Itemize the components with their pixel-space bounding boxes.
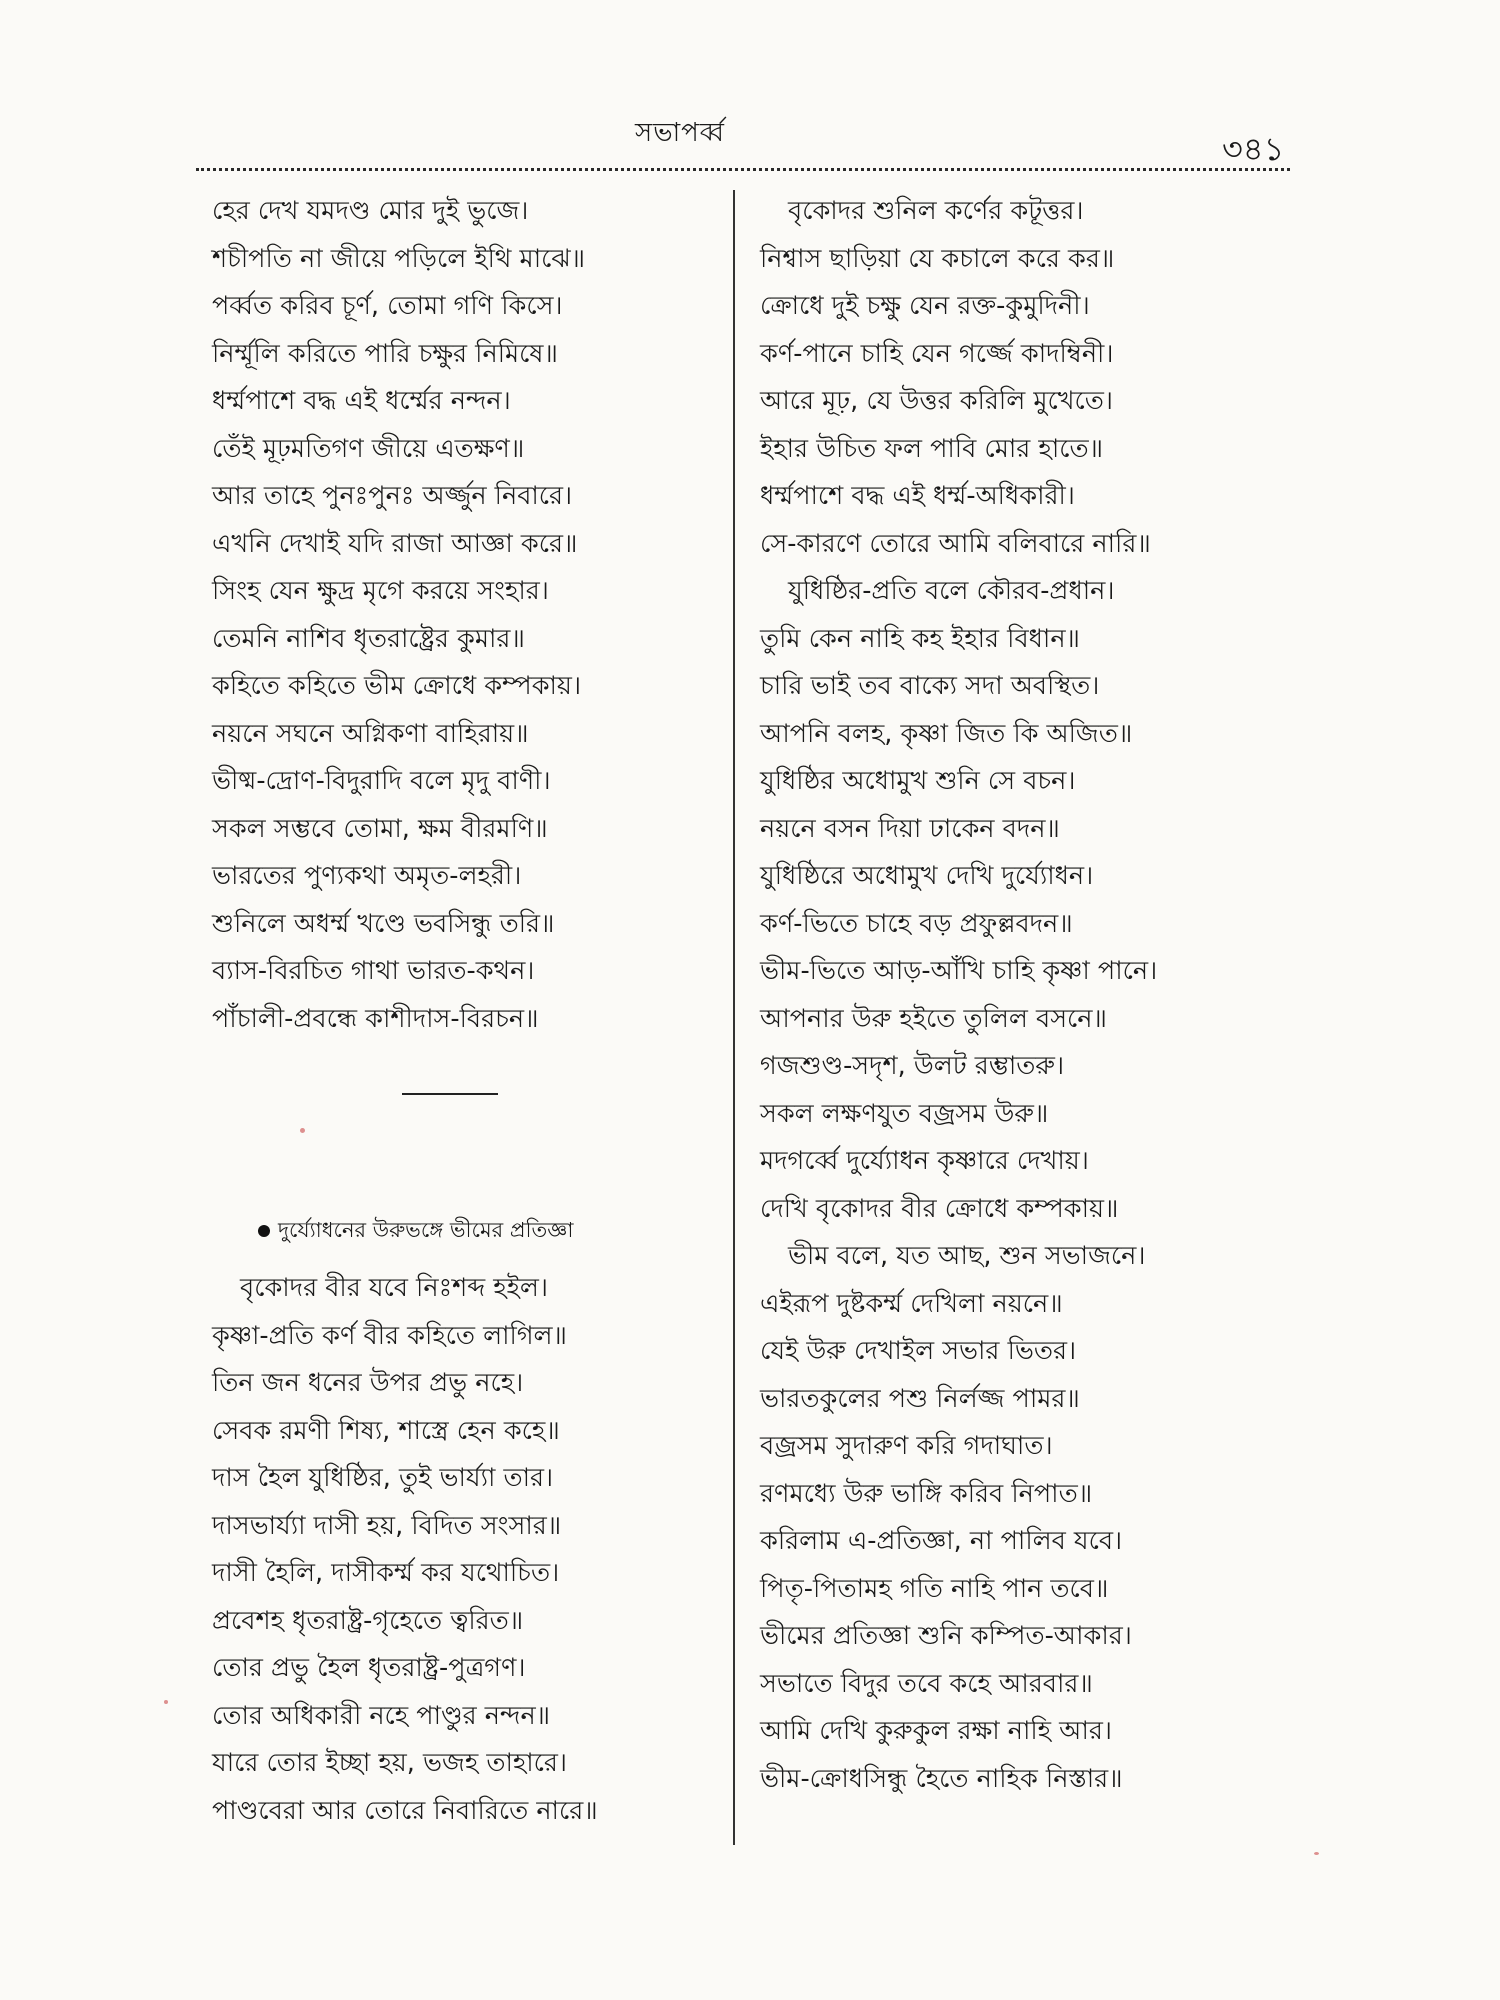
- verse-line: কৃষ্ণা-প্রতি কর্ণ বীর কহিতে লাগিল॥: [212, 1320, 567, 1351]
- ink-speck: [300, 1128, 305, 1133]
- verse-line: চারি ভাই তব বাক্যে সদা অবস্থিত।: [760, 671, 1100, 701]
- verse-line: ক্রোধে দুই চক্ষু যেন রক্ত-কুমুদিনী।: [760, 291, 1090, 321]
- verse-line: ভারতকুলের পশু নির্লজ্জ পামর॥: [760, 1383, 1080, 1414]
- verse-line: নিশ্বাস ছাড়িয়া যে কচালে করে কর॥: [760, 243, 1115, 274]
- verse-line: আরে মূঢ়, যে উত্তর করিলি মুখেতে।: [760, 386, 1113, 416]
- verse-line: ভারতের পুণ্যকথা অমৃত-লহরী।: [212, 861, 522, 891]
- verse-line: করিলাম এ-প্রতিজ্ঞা, না পালিব যবে।: [760, 1526, 1123, 1556]
- verse-line: হের দেখ যমদণ্ড মোর দুই ভুজে।: [212, 196, 529, 226]
- running-title: সভাপর্ব্ব: [635, 118, 725, 148]
- verse-line: তোর অধিকারী নহে পাণ্ডুর নন্দন॥: [212, 1700, 551, 1731]
- verse-line: দাসভার্য্যা দাসী হয়, বিদিত সংসার॥: [212, 1510, 562, 1541]
- verse-line: যুধিষ্ঠির অধোমুখ শুনি সে বচন।: [760, 766, 1076, 796]
- verse-line: ধর্ম্মপাশে বদ্ধ এই ধর্ম্ম-অধিকারী।: [760, 481, 1075, 511]
- verse-line: পর্ব্বত করিব চূর্ণ, তোমা গণি কিসে।: [212, 291, 563, 321]
- verse-line: ভীমের প্রতিজ্ঞা শুনি কম্পিত-আকার।: [760, 1621, 1132, 1651]
- left-verse-column-2: [212, 1265, 722, 1835]
- verse-line: যারে তোর ইচ্ছা হয়, ভজহ তাহারে।: [212, 1748, 568, 1778]
- left-verse-column: [212, 188, 722, 1043]
- ink-speck: [1314, 1852, 1319, 1855]
- verse-line: ভীষ্ম-দ্রোণ-বিদুরাদি বলে মৃদু বাণী।: [212, 766, 551, 796]
- verse-line: কর্ণ-ভিতে চাহে বড় প্রফুল্লবদন॥: [760, 908, 1073, 939]
- verse-line: আমি দেখি কুরুকুল রক্ষা নাহি আর।: [760, 1716, 1113, 1746]
- verse-line: ভীম-ক্রোধসিন্ধু হৈতে নাহিক নিস্তার॥: [760, 1763, 1123, 1794]
- verse-line: সকল লক্ষণযুত বজ্রসম উরু॥: [760, 1098, 1049, 1129]
- verse-line: এখনি দেখাই যদি রাজা আজ্ঞা করে॥: [212, 528, 578, 559]
- column-divider: [733, 190, 735, 1845]
- verse-line: সভাতে বিদুর তবে কহে আরবার॥: [760, 1668, 1093, 1699]
- verse-line: সে-কারণে তোরে আমি বলিবারে নারি॥: [760, 528, 1151, 559]
- verse-line: বজ্রসম সুদারুণ করি গদাঘাত।: [760, 1431, 1053, 1461]
- verse-line: মদগর্ব্বে দুর্য্যোধন কৃষ্ণারে দেখায়।: [760, 1146, 1089, 1176]
- bullet-icon: [258, 1225, 270, 1237]
- verse-line: আপনি বলহ, কৃষ্ণা জিত কি অজিত॥: [760, 718, 1133, 749]
- verse-line: এইরূপ দুষ্টকর্ম্ম দেখিলা নয়নে॥: [760, 1288, 1063, 1319]
- verse-line: আর তাহে পুনঃপুনঃ অর্জ্জুন নিবারে।: [212, 481, 573, 511]
- verse-line: পাঁচালী-প্রবন্ধে কাশীদাস-বিরচন॥: [212, 1003, 539, 1034]
- verse-line: যুধিষ্ঠির-প্রতি বলে কৌরব-প্রধান।: [788, 576, 1115, 606]
- section-heading: [258, 1210, 573, 1250]
- verse-line: তোর প্রভু হৈল ধৃতরাষ্ট্র-পুত্রগণ।: [212, 1653, 526, 1683]
- verse-line: সেবক রমণী শিষ্য, শাস্ত্রে হেন কহে॥: [212, 1415, 560, 1446]
- verse-line: ধর্ম্মপাশে বদ্ধ এই ধর্ম্মের নন্দন।: [212, 386, 511, 416]
- verse-line: বৃকোদর বীর যবে নিঃশব্দ হইল।: [240, 1273, 549, 1303]
- ink-speck: [164, 1700, 168, 1704]
- verse-line: যুধিষ্ঠিরে অধোমুখ দেখি দুর্য্যোধন।: [760, 861, 1094, 891]
- verse-line: ভীম বলে, যত আছ, শুন সভাজনে।: [788, 1241, 1146, 1271]
- verse-line: শুনিলে অধর্ম্ম খণ্ডে ভবসিন্ধু তরি॥: [212, 908, 555, 939]
- section-end-rule: [402, 1093, 498, 1095]
- verse-line: পাণ্ডবেরা আর তোরে নিবারিতে নারে॥: [212, 1795, 598, 1826]
- verse-line: তেঁই মূঢ়মতিগণ জীয়ে এতক্ষণ॥: [212, 433, 525, 464]
- verse-line: শচীপতি না জীয়ে পড়িলে ইথি মাঝে॥: [212, 243, 586, 274]
- verse-line: সিংহ যেন ক্ষুদ্র মৃগে করয়ে সংহার।: [212, 576, 549, 606]
- header-rule: [196, 168, 1290, 171]
- verse-line: নয়নে সঘনে অগ্নিকণা বাহিরায়॥: [212, 718, 529, 749]
- verse-line: কর্ণ-পানে চাহি যেন গর্জ্জে কাদম্বিনী।: [760, 338, 1114, 369]
- verse-line: বৃকোদর শুনিল কর্ণের কটূত্তর।: [788, 196, 1084, 226]
- verse-line: ব্যাস-বিরচিত গাথা ভারত-কথন।: [212, 956, 535, 986]
- verse-line: গজশুণ্ড-সদৃশ, উলট রম্ভাতরু।: [760, 1051, 1065, 1081]
- verse-line: যেই উরু দেখাইল সভার ভিতর।: [760, 1336, 1077, 1366]
- verse-line: তিন জন ধনের উপর প্রভু নহে।: [212, 1368, 524, 1398]
- right-verse-column: [760, 188, 1300, 1803]
- verse-line: প্রবেশহ ধৃতরাষ্ট্র-গৃহেতে ত্বরিত॥: [212, 1605, 524, 1636]
- verse-line: দেখি বৃকোদর বীর ক্রোধে কম্পকায়॥: [760, 1193, 1119, 1224]
- verse-line: তেমনি নাশিব ধৃতরাষ্ট্রের কুমার॥: [212, 623, 525, 654]
- verse-line: পিতৃ-পিতামহ গতি নাহি পান তবে॥: [760, 1573, 1109, 1604]
- section-heading-text: দুর্য্যোধনের উরুভঙ্গে ভীমের প্রতিজ্ঞা: [278, 1218, 574, 1242]
- verse-line: আপনার উরু হইতে তুলিল বসনে॥: [760, 1003, 1107, 1034]
- verse-line: তুমি কেন নাহি কহ ইহার বিধান॥: [760, 623, 1080, 654]
- page-number: ৩৪১: [1222, 130, 1285, 168]
- verse-line: কহিতে কহিতে ভীম ক্রোধে কম্পকায়।: [212, 671, 582, 701]
- verse-line: দাসী হৈলি, দাসীকর্ম্ম কর যথোচিত।: [212, 1558, 560, 1588]
- verse-line: নয়নে বসন দিয়া ঢাকেন বদন॥: [760, 813, 1060, 844]
- verse-line: সকল সম্ভবে তোমা, ক্ষম বীরমণি॥: [212, 813, 548, 844]
- verse-line: দাস হৈল যুধিষ্ঠির, তুই ভার্য্যা তার।: [212, 1463, 554, 1493]
- verse-line: রণমধ্যে উরু ভাঙ্গি করিব নিপাত॥: [760, 1478, 1093, 1509]
- verse-line: নির্ম্মূলি করিতে পারি চক্ষুর নিমিষে॥: [212, 338, 558, 369]
- verse-line: ভীম-ভিতে আড়-আঁখি চাহি কৃষ্ণা পানে।: [760, 956, 1158, 986]
- verse-line: ইহার উচিত ফল পাবি মোর হাতে॥: [760, 433, 1104, 464]
